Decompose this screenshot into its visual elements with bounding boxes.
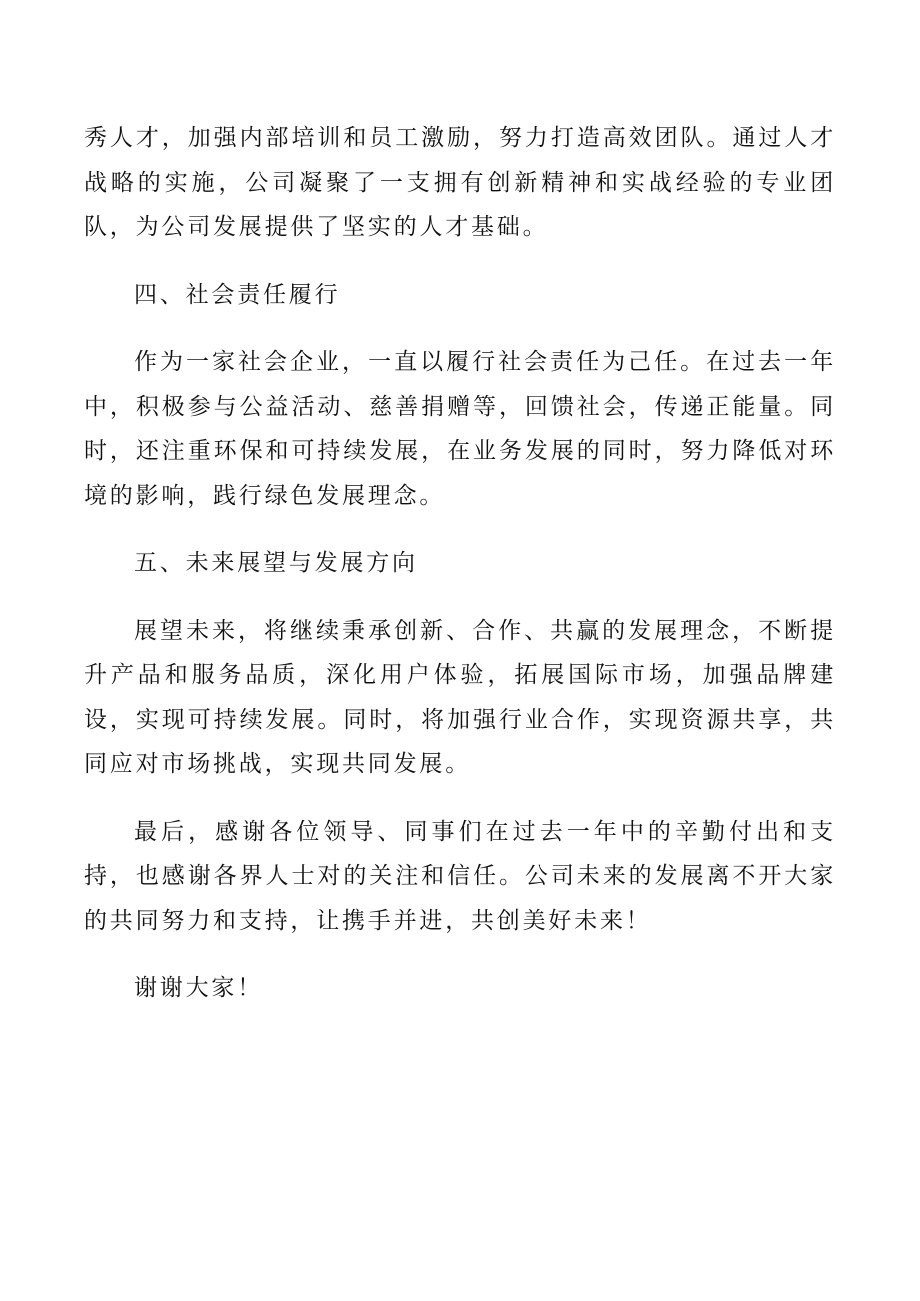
paragraph-future-outlook: 展望未来，将继续秉承创新、合作、共赢的发展理念，不断提升产品和服务品质，深化用户体验，拓展国际市场，加强品牌建设，实现可持续发展。同时，将加强行业合作，实现资源共享，共同应对市场挑战，实现共同发展。 xyxy=(84,617,836,777)
section-heading-future-outlook: 五、未来展望与发展方向 xyxy=(134,550,418,576)
paragraph-talent-strategy-continued: 秀人才，加强内部培训和员工激励，努力打造高效团队。通过人才战略的实施，公司凝聚了一支拥有创新精神和实战经验的专业团队，为公司发展提供了坚实的人才基础。 xyxy=(84,125,836,240)
paragraph-final-thanks: 谢谢大家！ xyxy=(134,975,263,1001)
paragraph-closing-thanks: 最后，感谢各位领导、同事们在过去一年中的辛勤付出和支持，也感谢各界人士对的关注和信任。公司未来的发展离不开大家的共同努力和支持，让携手并进，共创美好未来！ xyxy=(84,818,836,934)
document-body xyxy=(84,116,836,1034)
section-heading-social-responsibility: 四、社会责任履行 xyxy=(134,281,341,308)
paragraph-social-responsibility: 作为一家社会企业，一直以履行社会责任为己任。在过去一年中，积极参与公益活动、慈善捐赠等，回馈社会，传递正能量。同时，还注重环保和可持续发展，在业务发展的同时，努力降低对环境的影响，践行绿色发展理念。 xyxy=(84,349,836,509)
